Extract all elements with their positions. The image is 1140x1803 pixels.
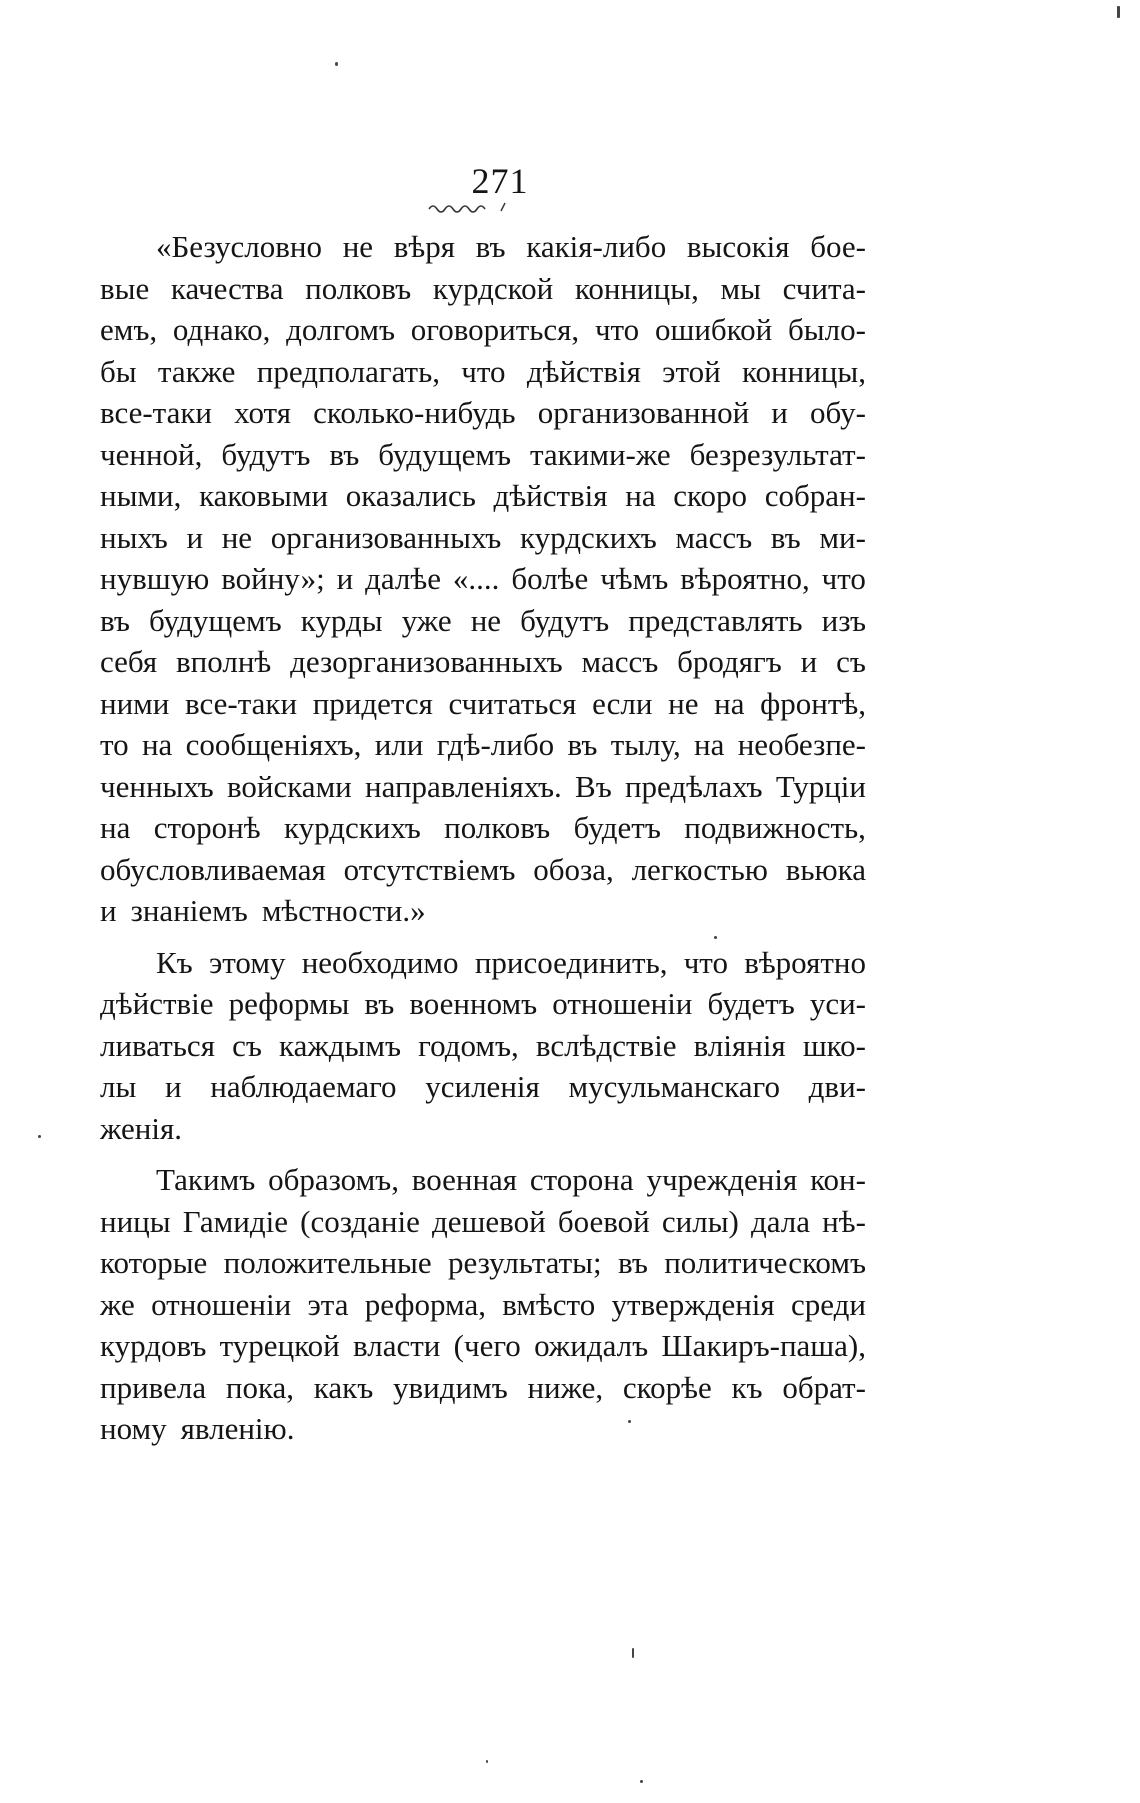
- word: въ: [770, 519, 801, 555]
- word: положительные: [223, 1245, 432, 1280]
- word: привела: [100, 1369, 207, 1405]
- word: ченной,: [100, 436, 203, 472]
- word: дви-: [808, 1069, 866, 1104]
- word: оказались: [345, 478, 476, 513]
- word: учрежденія: [646, 1162, 798, 1197]
- word: пока,: [225, 1369, 295, 1405]
- word: фронтѣ,: [760, 685, 866, 721]
- word: будетъ: [707, 986, 795, 1021]
- word: которые: [100, 1245, 208, 1280]
- text-line: [100, 807, 866, 849]
- word: предполагать,: [256, 353, 440, 389]
- word: увидимъ: [392, 1369, 508, 1405]
- word: нувшую: [100, 561, 210, 596]
- word: или: [374, 727, 424, 762]
- word: конницы,: [574, 270, 699, 306]
- word: на: [714, 685, 745, 721]
- word: лы: [100, 1069, 137, 1104]
- word: ному: [100, 1411, 167, 1446]
- text-line: [100, 641, 866, 683]
- word: оговориться,: [410, 312, 580, 347]
- word: политическомъ: [664, 1245, 866, 1280]
- word: военная: [411, 1162, 518, 1197]
- word: вые: [100, 270, 150, 306]
- word: шко-: [802, 1027, 866, 1063]
- word: каждымъ: [279, 1027, 402, 1063]
- word: на: [694, 727, 725, 762]
- word: предѣлахъ: [624, 768, 763, 804]
- scan-speck: [38, 1135, 41, 1138]
- text-line: [100, 1025, 866, 1067]
- scan-speck: [335, 62, 338, 66]
- word: эта: [307, 1286, 349, 1322]
- word: съ: [232, 1027, 262, 1063]
- word: уже: [401, 602, 452, 638]
- word: присоединить,: [474, 944, 668, 980]
- word: необходимо: [301, 944, 459, 980]
- word: что: [461, 353, 506, 389]
- word: ниже,: [527, 1369, 604, 1405]
- word: отсутствіемъ: [343, 851, 516, 887]
- word: на: [141, 727, 173, 762]
- word: мусульманскаго: [568, 1069, 780, 1104]
- word: силы): [661, 1203, 739, 1239]
- word: массъ: [675, 519, 753, 555]
- word: кон-: [810, 1162, 866, 1197]
- word: емъ,: [100, 312, 158, 347]
- word: каковыми: [199, 478, 329, 513]
- word: къ: [731, 1369, 763, 1405]
- scan-speck: [628, 1420, 631, 1423]
- word: вмѣсто: [502, 1286, 596, 1322]
- word: утвержденія: [611, 1286, 775, 1322]
- word: турецкой: [219, 1328, 340, 1363]
- word: не: [221, 519, 253, 555]
- word: скоро: [673, 478, 748, 513]
- word: будущемъ: [149, 602, 282, 638]
- word: массъ: [581, 644, 659, 679]
- word: отношеніи: [552, 986, 693, 1021]
- scan-speck: [632, 1648, 634, 1658]
- word: долгомъ: [286, 312, 395, 347]
- text-line: [100, 1325, 866, 1367]
- word: представлять: [628, 602, 803, 638]
- word: на: [625, 478, 656, 513]
- word: въ: [475, 229, 506, 264]
- word: будутъ: [221, 436, 311, 472]
- word: въ: [100, 602, 130, 638]
- text-line: [100, 1108, 866, 1150]
- word: въ: [364, 986, 395, 1021]
- word: этому: [208, 944, 286, 980]
- text-line: [100, 392, 866, 434]
- word: обоза,: [533, 851, 614, 887]
- word: курдовъ: [100, 1328, 207, 1363]
- word: бы: [100, 353, 137, 389]
- word: было-: [788, 312, 866, 347]
- word: и: [800, 644, 818, 679]
- word: Гамидіе: [182, 1203, 288, 1239]
- word: ныхъ: [100, 519, 168, 555]
- word: обу-: [810, 395, 866, 430]
- word: (чего: [453, 1328, 521, 1363]
- paragraph-gap: [100, 1149, 866, 1159]
- text-line: [100, 1284, 866, 1326]
- word: въ: [617, 1245, 648, 1280]
- paragraph-gap: [100, 932, 866, 942]
- text-line: [100, 268, 866, 310]
- word: дала: [751, 1203, 811, 1239]
- word: не: [668, 685, 699, 721]
- word: Шакиръ-паша),: [661, 1328, 866, 1363]
- word: дѣйствіе: [100, 986, 214, 1021]
- word: гдѣ-либо: [436, 727, 555, 762]
- word: Въ: [575, 768, 612, 804]
- scan-speck: [640, 1780, 643, 1783]
- word: то: [100, 727, 129, 762]
- word: на: [100, 810, 131, 845]
- word: вслѣдствіе: [535, 1027, 677, 1063]
- word: военномъ: [409, 986, 538, 1021]
- word: годомъ,: [418, 1027, 519, 1063]
- word: «Безусловно: [156, 229, 322, 264]
- text-line: [100, 226, 866, 268]
- word: уси-: [809, 986, 866, 1021]
- word: тылу,: [610, 727, 681, 762]
- word: придется: [312, 685, 433, 721]
- word: какія-либо: [526, 229, 667, 264]
- word: вьюка: [785, 851, 866, 887]
- word: бое-: [810, 229, 866, 264]
- word: не: [342, 229, 374, 264]
- word: вполнѣ: [176, 644, 272, 679]
- text-line: [100, 849, 866, 891]
- word: дезорганизованныхъ: [290, 644, 563, 679]
- page-number-ornament: [427, 201, 513, 213]
- word: сторона: [529, 1162, 634, 1197]
- text-line: [100, 1367, 866, 1409]
- word: образомъ,: [268, 1162, 399, 1197]
- word: дѣйствія: [493, 478, 608, 513]
- text-line: [100, 1242, 866, 1284]
- word: что: [683, 944, 728, 980]
- word: ными,: [100, 478, 182, 513]
- word: считаться: [448, 685, 577, 721]
- text-line: [100, 309, 866, 351]
- word: вѣроятно: [744, 944, 866, 980]
- word: болѣе: [511, 561, 589, 596]
- word: среди: [790, 1286, 866, 1322]
- word: и: [186, 519, 204, 555]
- text-line: [100, 1066, 866, 1108]
- word: хотя: [234, 395, 291, 430]
- word: дешевой: [432, 1203, 546, 1239]
- word: обусловливаемая: [100, 851, 326, 887]
- word: не: [470, 602, 502, 638]
- word: что: [821, 561, 866, 596]
- word: женія.: [100, 1110, 182, 1146]
- text-line: [100, 351, 866, 393]
- word: въ: [329, 436, 360, 472]
- word: ожидалъ: [534, 1328, 649, 1363]
- word: также: [157, 353, 236, 389]
- word: съ: [836, 644, 866, 679]
- word: себя: [100, 644, 158, 679]
- scan-speck: [714, 936, 717, 939]
- word: (созданіе: [300, 1203, 420, 1239]
- word: дѣйствія: [526, 353, 641, 389]
- word: чѣмъ: [600, 561, 669, 596]
- word: и: [771, 395, 788, 430]
- word: ними: [100, 685, 170, 721]
- word: безрезультат-: [689, 436, 866, 472]
- word: сообщеніяхъ,: [185, 727, 362, 762]
- word: и: [100, 893, 117, 928]
- word: ошибкой: [654, 312, 773, 347]
- word: результаты;: [447, 1245, 602, 1280]
- word: вѣря: [393, 229, 455, 264]
- word: собран-: [764, 478, 866, 513]
- word: если: [592, 685, 653, 721]
- word: организованной: [537, 395, 750, 430]
- word: все-таки: [100, 395, 213, 430]
- word: войну»;: [221, 561, 325, 596]
- word: усиленія: [425, 1069, 540, 1104]
- text-line: [100, 766, 866, 808]
- word: ницы: [100, 1203, 171, 1239]
- word: конницы,: [742, 353, 866, 389]
- word: отношеніи: [151, 1286, 292, 1322]
- word: Къ: [156, 944, 193, 980]
- word: боевой: [557, 1203, 650, 1239]
- word: курдскихъ: [519, 519, 657, 555]
- word: реформы: [228, 986, 350, 1021]
- word: наблюдаемаго: [210, 1069, 397, 1104]
- word: организованныхъ: [270, 519, 502, 555]
- text-line: [100, 475, 866, 517]
- word: сколько-нибудь: [313, 395, 516, 430]
- word: вѣроятно,: [680, 561, 810, 596]
- word: этой: [662, 353, 721, 389]
- text-line: [100, 890, 866, 932]
- text-line: [100, 683, 866, 725]
- word: такими-же: [529, 436, 671, 472]
- body-text: [100, 226, 866, 1450]
- word: вліянія: [693, 1027, 786, 1063]
- word: Турціи: [775, 768, 866, 804]
- word: же: [100, 1286, 135, 1322]
- word: войсками: [226, 768, 352, 804]
- word: скорѣе: [622, 1369, 712, 1405]
- word: легкостью: [631, 851, 768, 887]
- word: сторонѣ: [153, 810, 261, 845]
- word: курдской: [432, 270, 554, 306]
- word: ми-: [819, 519, 866, 555]
- word: будетъ: [573, 810, 661, 845]
- word: курдскихъ: [284, 810, 421, 845]
- word: мы: [720, 270, 761, 306]
- word: направленіяхъ.: [365, 768, 562, 804]
- text-line: [100, 600, 866, 642]
- word: счита-: [782, 270, 866, 306]
- page-number: 271: [471, 161, 529, 201]
- word: и: [336, 561, 354, 596]
- text-line: [100, 942, 866, 984]
- word: мѣстности.»: [261, 893, 426, 928]
- word: Такимъ: [156, 1162, 256, 1197]
- word: знаніемъ: [130, 893, 248, 928]
- word: однако,: [172, 312, 271, 347]
- word: полковъ: [444, 810, 551, 845]
- word: ливаться: [100, 1027, 215, 1063]
- word: качества: [170, 270, 284, 306]
- word: въ: [567, 727, 598, 762]
- text-line: [100, 558, 866, 600]
- word: будущемъ: [378, 436, 511, 472]
- word: подвижность,: [684, 810, 866, 845]
- word: ченныхъ: [100, 768, 214, 804]
- word: явленію.: [180, 1411, 295, 1446]
- word: «....: [452, 561, 500, 596]
- text-line: [100, 1159, 866, 1201]
- word: изъ: [821, 602, 866, 638]
- word: бродягъ: [677, 644, 782, 679]
- text-line: [100, 1408, 866, 1450]
- scan-speck: [486, 1760, 488, 1763]
- word: полковъ: [305, 270, 412, 306]
- word: высокія: [686, 229, 790, 264]
- text-line: [100, 1201, 866, 1243]
- word: какъ: [313, 1369, 374, 1405]
- text-line: [100, 724, 866, 766]
- word: реформа,: [364, 1286, 486, 1322]
- text-line: [100, 983, 866, 1025]
- word: необезпе-: [737, 727, 866, 762]
- word: все-таки: [185, 685, 298, 721]
- scan-speck: [1117, 6, 1120, 18]
- word: курды: [300, 602, 383, 638]
- word: будутъ: [520, 602, 610, 638]
- text-line: [100, 434, 866, 476]
- word: обрат-: [782, 1369, 866, 1405]
- word: и: [164, 1069, 182, 1104]
- word: власти: [353, 1328, 441, 1363]
- word: далѣе: [365, 561, 441, 596]
- word: нѣ-: [822, 1203, 866, 1239]
- text-line: [100, 517, 866, 559]
- word: что: [594, 312, 640, 347]
